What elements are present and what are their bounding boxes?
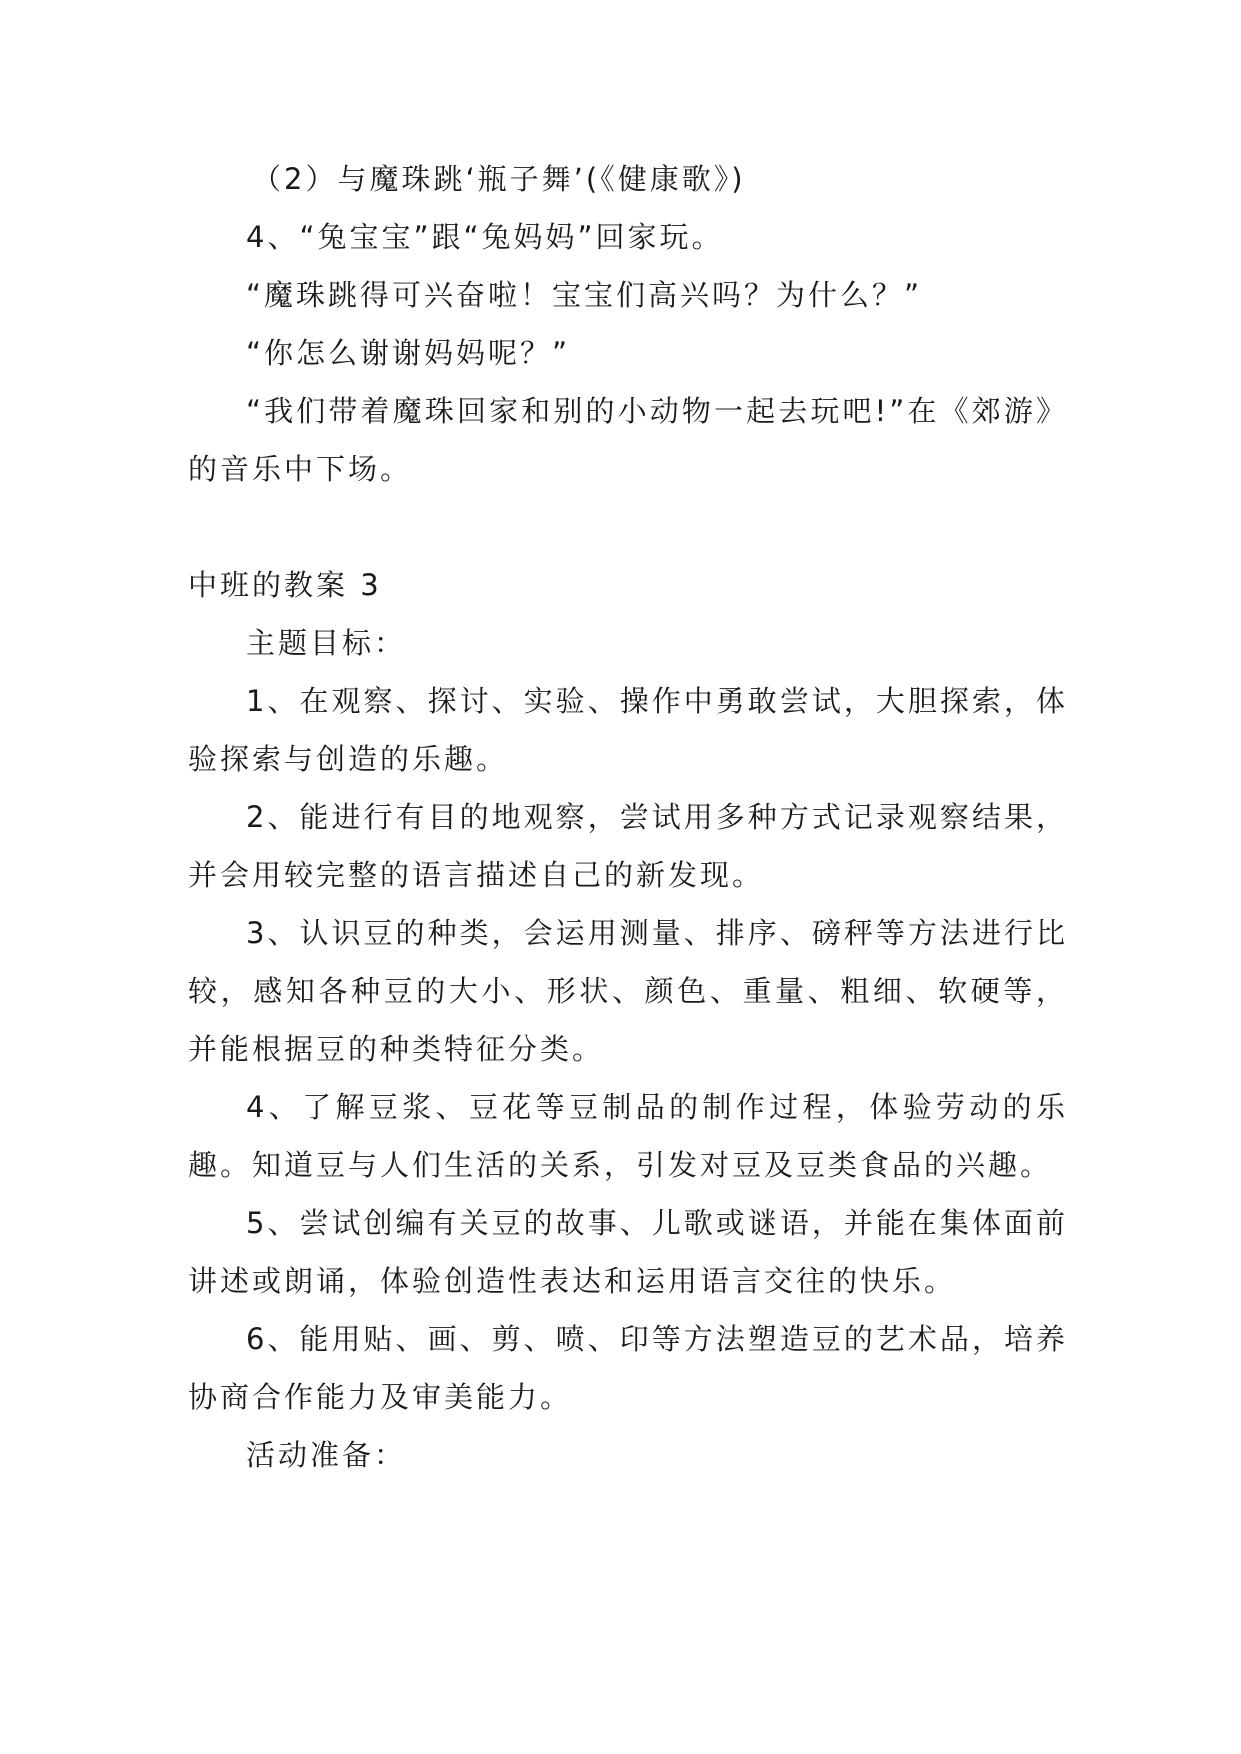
paragraph-quote-excited: “魔珠跳得可兴奋啦！宝宝们高兴吗？为什么？” — [246, 278, 923, 312]
document-body — [188, 150, 1068, 1484]
goal-item-6: 6、能用贴、画、剪、喷、印等方法塑造豆的艺术品，培养协商合作能力及审美能力。 — [188, 1322, 1068, 1414]
goal-item-3: 3、认识豆的种类，会运用测量、排序、磅秤等方法进行比较，感知各种豆的大小、形状、颜色、重量、粗细、软硬等，并能根据豆的种类特征分类。 — [188, 916, 1068, 1066]
section-title: 中班的教案 3 — [188, 568, 382, 602]
section-spacer — [188, 498, 1068, 556]
goal-item-5: 5、尝试创编有关豆的故事、儿歌或谜语，并能在集体面前讲述或朗诵，体验创造性表达和运用语言交往的快乐。 — [188, 1206, 1068, 1298]
goal-item-2: 2、能进行有目的地观察，尝试用多种方式记录观察结果，并会用较完整的语言描述自己的新发现。 — [188, 800, 1068, 892]
paragraph-go-home: 4、“兔宝宝”跟“兔妈妈”回家玩。 — [246, 220, 724, 254]
paragraph-bottle-dance: （2）与魔珠跳‘瓶子舞’(《健康歌》) — [252, 162, 746, 196]
goal-item-4: 4、了解豆浆、豆花等豆制品的制作过程，体验劳动的乐趣。知道豆与人们生活的关系，引发对豆及豆类食品的兴趣。 — [188, 1090, 1068, 1182]
goal-heading: 主题目标： — [246, 626, 407, 660]
paragraph-quote-thank-mom: “你怎么谢谢妈妈呢？” — [246, 336, 571, 370]
goal-item-1: 1、在观察、探讨、实验、操作中勇敢尝试，大胆探索，体验探索与创造的乐趣。 — [188, 684, 1068, 776]
paragraph-quote-go-play: “我们带着魔珠回家和别的小动物一起去玩吧!”在《郊游》的音乐中下场。 — [188, 394, 1068, 486]
prep-heading: 活动准备： — [246, 1438, 407, 1472]
